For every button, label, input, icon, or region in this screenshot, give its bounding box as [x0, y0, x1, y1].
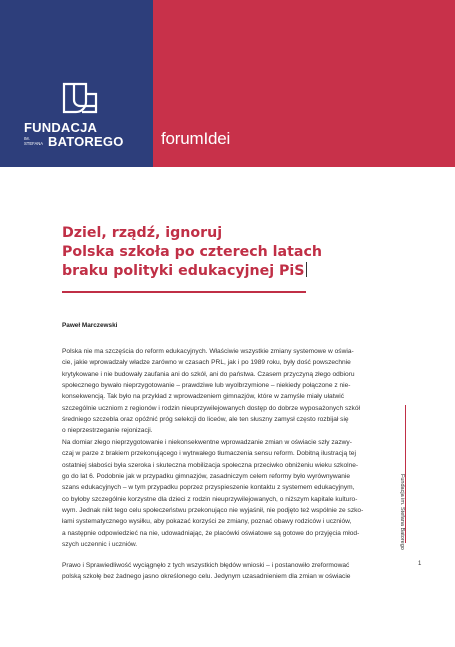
author-name: Paweł Marczewski: [62, 322, 118, 329]
series-name: forumIdei: [161, 129, 231, 148]
paragraph-1: [62, 346, 387, 437]
paragraph-line: polską szkołę bez żadnego jasno określonego celu. Jedynym uzasadnieniem dla zmian w oświacie: [62, 573, 351, 581]
page-number: 1: [418, 561, 422, 567]
text-cursor: [306, 262, 307, 277]
paragraph-line: społecznego bywało nieprzygotowanie – prawdziwe lub wyolbrzymione – niekiedy połączone z nie-: [62, 382, 351, 390]
org-name-small: IM. STEFANA: [24, 136, 44, 146]
title-underline: [62, 291, 306, 293]
title-line-2: Polska szkoła po czterech latach: [62, 244, 322, 260]
paragraph-line: konsekwencją. Tak było na przykład z wprowadzeniem gimnazjów, które w zamyśle miały ułatwić: [62, 393, 345, 401]
paragraph-line: cie, jakie wprowadzały władze zarówno w czasach PRL, jak i po 1989 roku, były dość powszechnie: [62, 359, 351, 367]
org-name-row2: [24, 135, 124, 148]
paragraph-line: średniego szczebla oraz opóźnić próg selekcji do liceów, ale ten słuszny zamysł często rozbijał się: [62, 416, 349, 424]
title-line-3: [62, 262, 392, 281]
paragraph-line: szczególnie uczniom z regionów i rodzin nieuprzywilejowanych dostęp do dobrze wyposażonych szkół: [62, 404, 360, 412]
org-name-line1: FUNDACJA: [24, 120, 98, 135]
paragraph-line: krytykowane i nie budowały zaufania ani do szkół, ani do państwa. Czasem przyczyną złego odbioru: [62, 370, 355, 378]
paragraph-2: [62, 437, 387, 550]
foundation-logo-icon: [62, 82, 98, 114]
document-title: [62, 224, 392, 281]
paragraph-line: go do lat 6. Podobnie jak w przypadku gimnazjów, zasadniczym celem reformy było wyrównywanie: [62, 473, 351, 481]
paragraph-line: Na domiar złego nieprzygotowanie i niekonsekwentne wprowadzanie zmian w oświacie szły zazwy-: [62, 439, 352, 446]
paragraph-line: szans edukacyjnych – w tym przypadku poprzez przyspieszenie kontaktu z systemem edukacyjnym,: [62, 484, 355, 492]
paragraph-line: wym. Jednak nikt tego celu społeczeństwu przekonująco nie wyjaśnił, nie podjęto też wspólnie ze szko-: [62, 507, 364, 515]
paragraph-3: [62, 560, 387, 583]
paragraph-line: czaj w parze z brakiem przekonującego i wytrwałego tłumaczenia sensu reform. Dobitną ilustracją tej: [62, 450, 356, 458]
title-line-3-text: braku polityki edukacyjnej PiS: [62, 263, 305, 279]
paragraph-line: co byłoby szczególnie korzystne dla dzieci z rodzin nieuprzywilejowanych, o niższym kapitale kulturo-: [62, 495, 358, 503]
title-line-1: Dziel, rządź, ignoruj: [62, 225, 223, 241]
paragraph-line: szych uczennic i uczniów.: [62, 541, 138, 549]
side-divider: [405, 405, 406, 543]
paragraph-line: a następnie odpowiedzieć na nie, udowadniając, że placówki oświatowe są gotowe do przyjęcia młod-: [62, 529, 360, 537]
paragraph-line: o nieprzestrzeganie rejonizacji.: [62, 427, 153, 435]
paragraph-line: Polska nie ma szczęścia do reform edukacyjnych. Właściwie wszystkie zmiany systemowe w oświa-: [62, 348, 354, 355]
org-name-line2: BATOREGO: [48, 134, 124, 149]
paragraph-line: Prawo i Sprawiedliwość wyciągnęło z tych wszystkich błędów wnioski – i postanowiło zreformować: [62, 562, 350, 569]
paragraph-line: łami systematycznego wysiłku, aby pokazać korzyści ze zmiany, poznać obawy rodziców i uczniów,: [62, 518, 352, 526]
paragraph-line: ostatniej słabości była szeroka i skuteczna mobilizacja społeczna przeciwko obniżeniu wieku szkolne-: [62, 461, 359, 469]
side-label: Fundacja im. Stefana Batorego: [399, 474, 405, 550]
